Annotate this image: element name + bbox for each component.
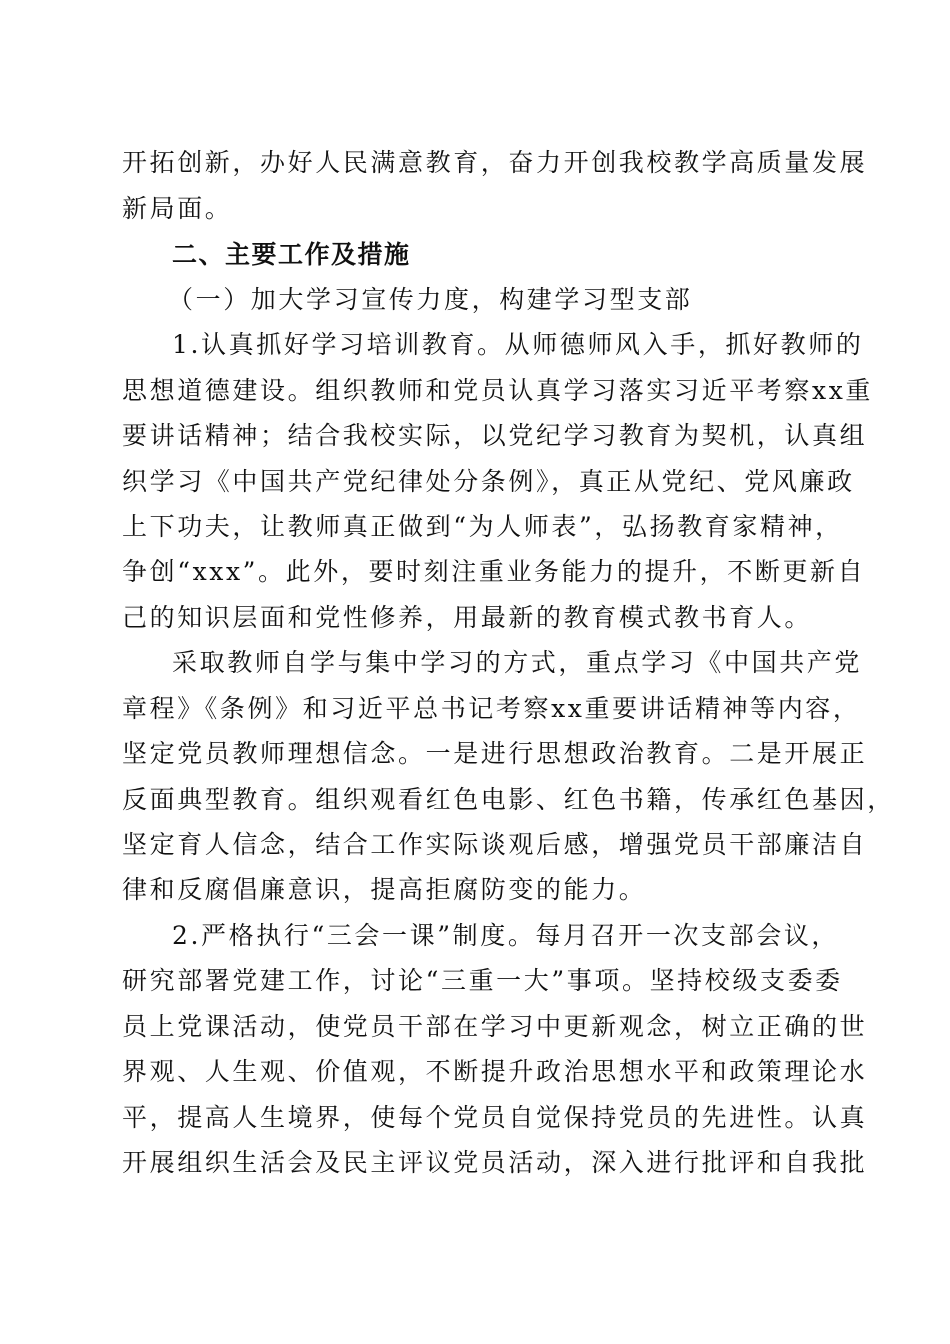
body-text-line: 争创“xxx”。此外，要时刻注重业务能力的提升，不断更新自 (122, 557, 866, 586)
body-text-line: 反面典型教育。组织观看红色电影、红色书籍，传承红色基因， (122, 785, 895, 814)
body-text-line: 织学习《中国共产党纪律处分条例》，真正从党纪、党风廉政 (122, 467, 855, 496)
body-text-line: 平，提高人生境界，使每个党员自觉保持党员的先进性。认真 (122, 1103, 868, 1132)
body-text-line: 新局面。 (122, 194, 233, 223)
body-text-line: 章程》《条例》和习近平总书记考察xx重要讲话精神等内容， (122, 694, 861, 723)
subsection-heading: （一）加大学习宣传力度，构建学习型支部 (168, 285, 693, 314)
body-text-line: 采取教师自学与集中学习的方式，重点学习《中国共产党 (172, 648, 863, 677)
body-text-line: 己的知识层面和党性修养，用最新的教育模式教书育人。 (122, 603, 813, 632)
body-text-line: 开展组织生活会及民主评议党员活动，深入进行批评和自我批 (122, 1148, 868, 1177)
body-text-line: 研究部署党建工作，讨论“三重一大”事项。坚持校级支委委 (122, 966, 843, 995)
body-text-line: 上下功夫，让教师真正做到“为人师表”，弘扬教育家精神， (122, 512, 843, 541)
body-text-line: 2.严格执行“三会一课”制度。每月召开一次支部会议， (172, 921, 840, 950)
body-text-line: 思想道德建设。组织教师和党员认真学习落实习近平考察xx重 (122, 376, 874, 405)
body-text-line: 要讲话精神；结合我校实际，以党纪学习教育为契机，认真组 (122, 421, 868, 450)
body-text-line: 坚定育人信念，结合工作实际谈观后感，增强党员干部廉洁自 (122, 830, 868, 859)
body-text-line: 1.认真抓好学习培训教育。从师德师风入手，抓好教师的 (172, 330, 864, 359)
body-text-line: 开拓创新，办好人民满意教育，奋力开创我校教学高质量发展 (122, 148, 868, 177)
body-text-line: 员上党课活动，使党员干部在学习中更新观念，树立正确的世 (122, 1012, 868, 1041)
body-text-line: 界观、人生观、价值观，不断提升政治思想水平和政策理论水 (122, 1057, 868, 1086)
section-heading: 二、主要工作及措施 (172, 240, 411, 269)
body-text-line: 坚定党员教师理想信念。一是进行思想政治教育。二是开展正 (122, 739, 868, 768)
body-text-line: 律和反腐倡廉意识，提高拒腐防变的能力。 (122, 875, 647, 904)
